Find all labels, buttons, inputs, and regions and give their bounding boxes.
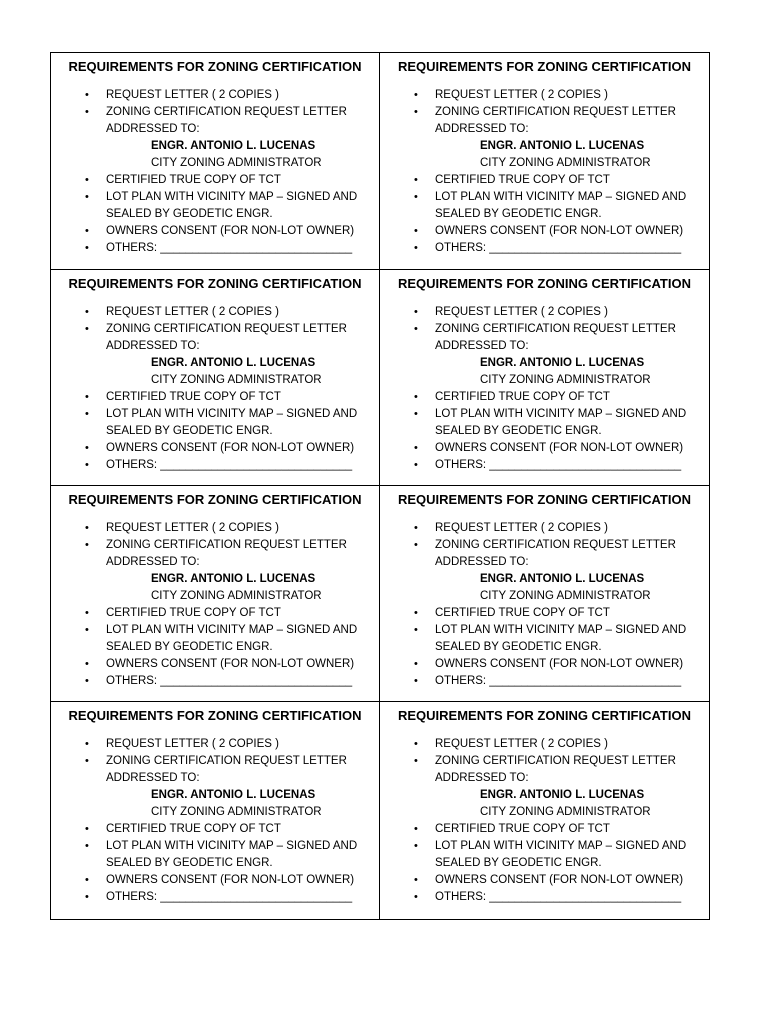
requirements-list [380, 87, 709, 257]
list-item: • ZONING CERTIFICATION REQUEST LETTER ADDRESSED TO: ENGR. ANTONIO L. LUCENAS CITY ZONING ADMINISTRATOR [51, 321, 379, 389]
addressee-name: ENGR. ANTONIO L. LUCENAS [151, 573, 316, 585]
list-item: • REQUEST LETTER ( 2 COPIES ) [51, 520, 379, 537]
bullet-icon: • [85, 89, 89, 101]
bullet-icon: • [414, 459, 418, 471]
list-item: • OTHERS: ______________________________ [380, 889, 709, 906]
bullet-icon: • [414, 539, 418, 551]
list-item: • REQUEST LETTER ( 2 COPIES ) [51, 87, 379, 104]
bullet-icon: • [85, 624, 89, 636]
bullet-icon: • [85, 174, 89, 186]
list-item: • REQUEST LETTER ( 2 COPIES ) [51, 736, 379, 753]
bullet-icon: • [414, 306, 418, 318]
list-item: • LOT PLAN WITH VICINITY MAP – SIGNED AND SEALED BY GEODETIC ENGR. [85, 624, 358, 653]
list-item: • CERTIFIED TRUE COPY OF TCT [380, 389, 709, 406]
card-title: REQUIREMENTS FOR ZONING CERTIFICATION [398, 59, 691, 74]
bullet-icon: • [85, 191, 89, 203]
requirements-list [51, 736, 379, 906]
bullet-icon: • [85, 840, 89, 852]
bullet-icon: • [414, 624, 418, 636]
addressee-title: CITY ZONING ADMINISTRATOR [151, 806, 322, 818]
list-item: • OWNERS CONSENT (FOR NON-LOT OWNER) [51, 440, 379, 457]
addressee-title: CITY ZONING ADMINISTRATOR [151, 157, 322, 169]
list-item: • CERTIFIED TRUE COPY OF TCT [51, 172, 379, 189]
requirements-list [51, 520, 379, 690]
list-item: • LOT PLAN WITH VICINITY MAP – SIGNED AND SEALED BY GEODETIC ENGR. [85, 408, 358, 437]
bullet-icon: • [414, 840, 418, 852]
addressee-name: ENGR. ANTONIO L. LUCENAS [151, 789, 316, 801]
bullet-icon: • [85, 738, 89, 750]
bullet-icon: • [85, 539, 89, 551]
addressee-name: ENGR. ANTONIO L. LUCENAS [151, 140, 316, 152]
list-item: • CERTIFIED TRUE COPY OF TCT [380, 172, 709, 189]
bullet-icon: • [414, 874, 418, 886]
requirements-card [379, 701, 710, 920]
bullet-icon: • [414, 658, 418, 670]
card-title: REQUIREMENTS FOR ZONING CERTIFICATION [398, 276, 691, 291]
list-item: • OTHERS: ______________________________ [51, 889, 379, 906]
list-item: • OTHERS: ______________________________ [51, 457, 379, 474]
list-item: • ZONING CERTIFICATION REQUEST LETTER ADDRESSED TO: ENGR. ANTONIO L. LUCENAS CITY ZONING ADMINISTRATOR [51, 104, 379, 172]
list-item: • CERTIFIED TRUE COPY OF TCT [51, 389, 379, 406]
card-title: REQUIREMENTS FOR ZONING CERTIFICATION [68, 492, 362, 507]
bullet-icon: • [414, 391, 418, 403]
list-item: • LOT PLAN WITH VICINITY MAP – SIGNED AND SEALED BY GEODETIC ENGR. [414, 191, 687, 220]
bullet-icon: • [414, 675, 418, 687]
bullet-icon: • [85, 242, 89, 254]
card-title: REQUIREMENTS FOR ZONING CERTIFICATION [68, 708, 362, 723]
requirements-list [51, 304, 379, 474]
list-item: • OTHERS: ______________________________ [380, 240, 709, 257]
bullet-icon: • [414, 755, 418, 767]
bullet-icon: • [85, 106, 89, 118]
requirements-card [50, 269, 380, 486]
requirements-card [379, 269, 710, 486]
list-item: • CERTIFIED TRUE COPY OF TCT [380, 605, 709, 622]
list-item: • ZONING CERTIFICATION REQUEST LETTER ADDRESSED TO: ENGR. ANTONIO L. LUCENAS CITY ZONING ADMINISTRATOR [380, 321, 709, 389]
requirements-card [50, 485, 380, 702]
list-item: • OWNERS CONSENT (FOR NON-LOT OWNER) [51, 656, 379, 673]
list-item: • ZONING CERTIFICATION REQUEST LETTER ADDRESSED TO: ENGR. ANTONIO L. LUCENAS CITY ZONING ADMINISTRATOR [380, 753, 709, 821]
addressee-name: ENGR. ANTONIO L. LUCENAS [480, 140, 645, 152]
list-item: • OWNERS CONSENT (FOR NON-LOT OWNER) [51, 223, 379, 240]
bullet-icon: • [85, 658, 89, 670]
bullet-icon: • [414, 242, 418, 254]
list-item: • ZONING CERTIFICATION REQUEST LETTER ADDRESSED TO: ENGR. ANTONIO L. LUCENAS CITY ZONING ADMINISTRATOR [380, 537, 709, 605]
list-item: • CERTIFIED TRUE COPY OF TCT [380, 821, 709, 838]
bullet-icon: • [85, 225, 89, 237]
card-title: REQUIREMENTS FOR ZONING CERTIFICATION [398, 708, 691, 723]
addressee-name: ENGR. ANTONIO L. LUCENAS [480, 573, 645, 585]
list-item: • CERTIFIED TRUE COPY OF TCT [51, 605, 379, 622]
addressee-title: CITY ZONING ADMINISTRATOR [151, 590, 322, 602]
addressee-title: CITY ZONING ADMINISTRATOR [480, 806, 651, 818]
bullet-icon: • [414, 174, 418, 186]
bullet-icon: • [414, 323, 418, 335]
list-item: • REQUEST LETTER ( 2 COPIES ) [380, 87, 709, 104]
list-item: • ZONING CERTIFICATION REQUEST LETTER ADDRESSED TO: ENGR. ANTONIO L. LUCENAS CITY ZONING ADMINISTRATOR [51, 753, 379, 821]
requirements-list [380, 304, 709, 474]
list-item: • OTHERS: ______________________________ [51, 673, 379, 690]
card-title: REQUIREMENTS FOR ZONING CERTIFICATION [68, 59, 362, 74]
list-item: • REQUEST LETTER ( 2 COPIES ) [51, 304, 379, 321]
requirements-list [380, 520, 709, 690]
addressee-name: ENGR. ANTONIO L. LUCENAS [480, 357, 645, 369]
list-item: • OTHERS: ______________________________ [380, 673, 709, 690]
card-title: REQUIREMENTS FOR ZONING CERTIFICATION [68, 276, 362, 291]
list-item: • ZONING CERTIFICATION REQUEST LETTER ADDRESSED TO: ENGR. ANTONIO L. LUCENAS CITY ZONING ADMINISTRATOR [51, 537, 379, 605]
bullet-icon: • [85, 408, 89, 420]
addressee-name: ENGR. ANTONIO L. LUCENAS [151, 357, 316, 369]
bullet-icon: • [85, 391, 89, 403]
bullet-icon: • [85, 874, 89, 886]
requirements-card [379, 485, 710, 702]
list-item: • OTHERS: ______________________________ [380, 457, 709, 474]
list-item: • OWNERS CONSENT (FOR NON-LOT OWNER) [380, 656, 709, 673]
bullet-icon: • [85, 306, 89, 318]
list-item: • LOT PLAN WITH VICINITY MAP – SIGNED AND SEALED BY GEODETIC ENGR. [85, 191, 358, 220]
bullet-icon: • [414, 106, 418, 118]
addressee-title: CITY ZONING ADMINISTRATOR [480, 157, 651, 169]
addressee-title: CITY ZONING ADMINISTRATOR [151, 374, 322, 386]
list-item: • REQUEST LETTER ( 2 COPIES ) [380, 304, 709, 321]
bullet-icon: • [414, 738, 418, 750]
card-title: REQUIREMENTS FOR ZONING CERTIFICATION [398, 492, 691, 507]
list-item: • CERTIFIED TRUE COPY OF TCT [51, 821, 379, 838]
bullet-icon: • [85, 891, 89, 903]
list-item: • REQUEST LETTER ( 2 COPIES ) [380, 520, 709, 537]
bullet-icon: • [85, 823, 89, 835]
list-item: • ZONING CERTIFICATION REQUEST LETTER ADDRESSED TO: ENGR. ANTONIO L. LUCENAS CITY ZONING ADMINISTRATOR [380, 104, 709, 172]
bullet-icon: • [85, 675, 89, 687]
requirements-list [380, 736, 709, 906]
requirements-list [51, 87, 379, 257]
bullet-icon: • [85, 323, 89, 335]
requirements-card-grid [50, 52, 709, 919]
bullet-icon: • [85, 459, 89, 471]
bullet-icon: • [85, 522, 89, 534]
bullet-icon: • [414, 823, 418, 835]
list-item: • REQUEST LETTER ( 2 COPIES ) [380, 736, 709, 753]
list-item: • OWNERS CONSENT (FOR NON-LOT OWNER) [380, 440, 709, 457]
list-item: • LOT PLAN WITH VICINITY MAP – SIGNED AND SEALED BY GEODETIC ENGR. [414, 624, 687, 653]
list-item: • OWNERS CONSENT (FOR NON-LOT OWNER) [380, 872, 709, 889]
bullet-icon: • [85, 442, 89, 454]
bullet-icon: • [414, 607, 418, 619]
addressee-title: CITY ZONING ADMINISTRATOR [480, 590, 651, 602]
requirements-card [50, 52, 380, 270]
bullet-icon: • [85, 755, 89, 767]
addressee-title: CITY ZONING ADMINISTRATOR [480, 374, 651, 386]
list-item: • OTHERS: ______________________________ [51, 240, 379, 257]
list-item: • OWNERS CONSENT (FOR NON-LOT OWNER) [380, 223, 709, 240]
list-item: • LOT PLAN WITH VICINITY MAP – SIGNED AND SEALED BY GEODETIC ENGR. [85, 840, 358, 869]
bullet-icon: • [414, 442, 418, 454]
bullet-icon: • [414, 89, 418, 101]
addressee-name: ENGR. ANTONIO L. LUCENAS [480, 789, 645, 801]
list-item: • LOT PLAN WITH VICINITY MAP – SIGNED AND SEALED BY GEODETIC ENGR. [414, 840, 687, 869]
list-item: • LOT PLAN WITH VICINITY MAP – SIGNED AND SEALED BY GEODETIC ENGR. [414, 408, 687, 437]
bullet-icon: • [414, 191, 418, 203]
bullet-icon: • [85, 607, 89, 619]
requirements-card [50, 701, 380, 920]
bullet-icon: • [414, 225, 418, 237]
requirements-card [379, 52, 710, 270]
list-item: • OWNERS CONSENT (FOR NON-LOT OWNER) [51, 872, 379, 889]
bullet-icon: • [414, 408, 418, 420]
bullet-icon: • [414, 522, 418, 534]
bullet-icon: • [414, 891, 418, 903]
